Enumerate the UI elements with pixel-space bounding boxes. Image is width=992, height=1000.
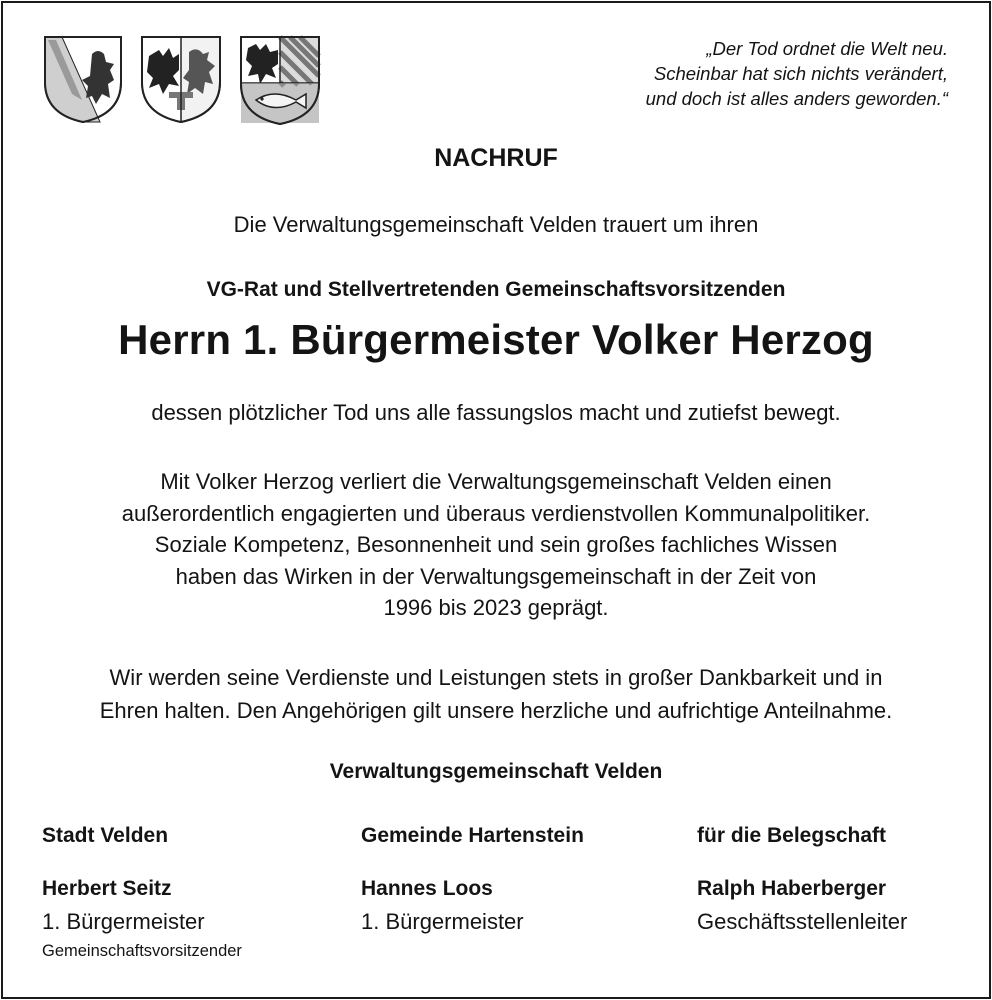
signatory-heading: Stadt Velden (42, 824, 169, 847)
notice-intro: Die Verwaltungsgemeinschaft Velden trauert um ihren (233, 212, 759, 237)
quote-line: Scheinbar hat sich nichts verändert, (653, 63, 948, 84)
paragraph-line: Wir werden seine Verdienste und Leistungen stets in großer Dankbarkeit und in (109, 665, 883, 690)
signatory-role: Geschäftsstellenleiter (697, 909, 908, 934)
quote-line: „Der Tod ordnet die Welt neu. (706, 38, 948, 59)
signatory-name: Herbert Seitz (42, 877, 172, 900)
organization-name: Verwaltungsgemeinschaft Velden (329, 760, 663, 783)
signatory-role: 1. Bürgermeister (361, 909, 524, 934)
paragraph-3 (0, 661, 992, 727)
paragraph-line: 1996 bis 2023 geprägt. (383, 595, 609, 620)
notice-title: NACHRUF (434, 144, 558, 172)
deceased-role: VG-Rat und Stellvertretenden Gemeinschaftsvorsitzenden (206, 278, 786, 301)
coat-of-arms-2-icon (139, 34, 223, 124)
signatory-name: Ralph Haberberger (697, 877, 887, 900)
coat-of-arms-3-icon (238, 34, 322, 126)
paragraph-line: Ehren halten. Den Angehörigen gilt unsere herzliche und aufrichtige Anteilnahme. (99, 698, 893, 723)
signatory-heading: Gemeinde Hartenstein (361, 824, 584, 847)
quote-line: und doch ist alles anders geworden.“ (645, 88, 948, 109)
paragraph-1: dessen plötzlicher Tod uns alle fassungslos macht und zutiefst bewegt. (151, 400, 841, 425)
paragraph-line: Soziale Kompetenz, Besonnenheit und sein großes fachliches Wissen (154, 532, 838, 557)
signatory-role: 1. Bürgermeister (42, 909, 205, 934)
signatory-heading: für die Belegschaft (697, 824, 887, 847)
coat-of-arms-1-icon (42, 34, 124, 124)
signatory-role-secondary: Gemeinschaftsvorsitzender (42, 942, 242, 960)
signatory-name: Hannes Loos (361, 877, 493, 900)
epigraph-quote (528, 36, 948, 111)
deceased-name: Herrn 1. Bürgermeister Volker Herzog (118, 316, 874, 363)
paragraph-line: außerordentlich engagierten und überaus verdienstvollen Kommunalpolitiker. (121, 500, 871, 526)
paragraph-line: haben das Wirken in der Verwaltungsgemeinschaft in der Zeit von (175, 563, 817, 589)
paragraph-line: Mit Volker Herzog verliert die Verwaltungsgemeinschaft Velden einen (160, 469, 832, 494)
paragraph-2 (0, 466, 992, 624)
